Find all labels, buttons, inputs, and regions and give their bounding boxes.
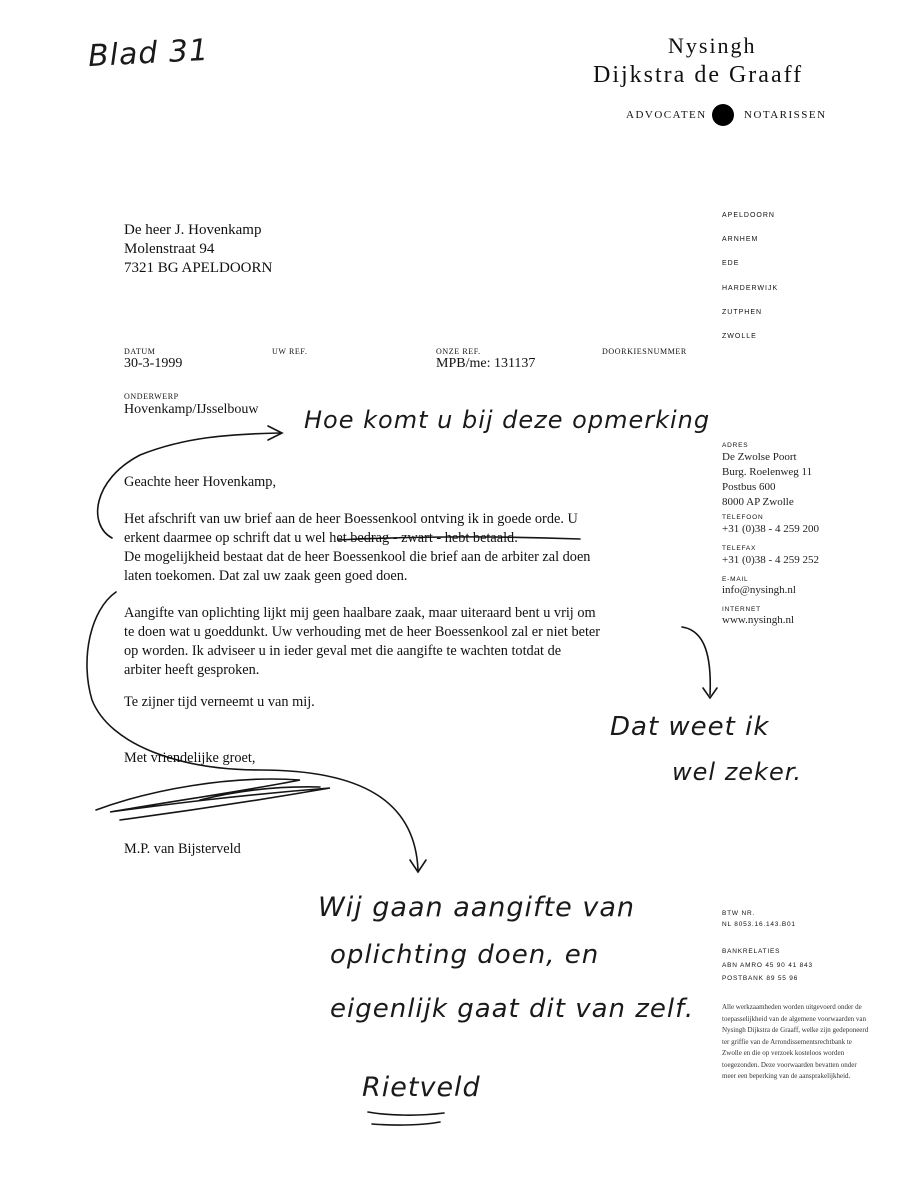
note-bottom-1: Wij gaan aangifte van [318, 892, 635, 923]
adres-value: De Zwolse Poort Burg. Roelenweg 11 Postbus 600 8000 AP Zwolle [722, 451, 813, 508]
btw-value: NL 8053.16.143.B01 [722, 921, 796, 928]
uw-ref-label: UW REF. [272, 347, 308, 356]
signature-scribble [96, 779, 330, 820]
onderwerp-label: ONDERWERP [124, 392, 179, 401]
paragraph-1-line: Het afschrift van uw brief aan de heer Boessenkool ontving ik in goede orde. U [124, 511, 578, 527]
telefoon-label: TELEFOON [722, 514, 764, 521]
telefoon-value: +31 (0)38 - 4 259 200 [722, 523, 819, 535]
terms-small-print: Alle werkzaamheden worden uitgevoerd onder de toepasselijkheid van de algemene voorwaarden van Nysingh Dijkstra de Graaff, welke zijn gedeponeerd ter griffie van de Arrondissementsrechtbank te Zwolle en die op verzoek kosteloos worden toegezonden. Deze voorwaarden bevatten onder meer een beperking van de aansprakelijkheid. [722, 1003, 869, 1080]
paragraph-1-line: erkent daarmee op schrift dat u wel het bedrag - zwart - hebt betaald. [124, 530, 518, 546]
underline-rietveld-2 [372, 1122, 440, 1125]
arrow-head-top-note [268, 426, 282, 440]
arrow-head-right-note [703, 688, 717, 698]
sheet-number: Blad 31 [87, 32, 210, 75]
paragraph-2-line: Aangifte van oplichting lijkt mij geen haalbare zaak, maar uiteraard bent u vrij om [124, 605, 596, 621]
note-right-2: wel zeker. [672, 758, 803, 786]
signer-name: M.P. van Bijsterveld [124, 841, 241, 857]
recipient-street: Molenstraat 94 [124, 241, 215, 257]
adres-label: ADRES [722, 442, 749, 449]
letterhead-notarissen: NOTARISSEN [744, 109, 827, 121]
arrow-to-right-note [682, 627, 710, 695]
closing: Met vriendelijke groet, [124, 750, 256, 766]
onderwerp-value: Hovenkamp/IJsselbouw [124, 402, 259, 417]
recipient-city: 7321 BG APELDOORN [124, 260, 273, 276]
paragraph-3: Te zijner tijd verneemt u van mij. [124, 694, 315, 710]
telefax-label: TELEFAX [722, 545, 757, 552]
office-item: ZUTPHEN [722, 308, 763, 316]
onze-ref-value: MPB/me: 131137 [436, 356, 536, 371]
paragraph-2-line: te doen wat u goeddunkt. Uw verhouding met de heer Boessenkool zal er niet beter [124, 624, 601, 640]
telefax-value: +31 (0)38 - 4 259 252 [722, 554, 819, 566]
note-right-1: Dat weet ik [610, 712, 770, 742]
note-top: Hoe komt u bij deze opmerking [304, 406, 711, 434]
datum-value: 30-3-1999 [124, 356, 183, 371]
email-value: info@nysingh.nl [722, 584, 796, 596]
salutation: Geachte heer Hovenkamp, [124, 474, 277, 490]
letterhead-name-2: Dijkstra de Graaff [593, 62, 804, 88]
internet-label: INTERNET [722, 606, 761, 613]
office-item: ARNHEM [722, 236, 759, 244]
email-label: E-MAIL [722, 576, 749, 583]
paragraph-2-line: arbiter heeft gesproken. [124, 662, 260, 678]
internet-value: www.nysingh.nl [722, 614, 795, 626]
arrow-head-bottom-note [410, 860, 426, 872]
office-list [722, 212, 778, 357]
paragraph-1-line: laten toekomen. Dat zal uw zaak geen goed doen. [124, 568, 408, 584]
bank-line-abn: ABN AMRO 45 90 41 843 [722, 962, 813, 969]
letterhead-dot-icon [712, 104, 734, 126]
note-bottom-2: oplichting doen, en [330, 940, 600, 970]
office-item: HARDERWIJK [722, 284, 779, 292]
recipient-name: De heer J. Hovenkamp [124, 222, 262, 238]
office-item: ZWOLLE [722, 332, 757, 340]
letterhead-advocaten: ADVOCATEN [626, 109, 707, 121]
btw-label: BTW NR. [722, 910, 756, 917]
paragraph-2-line: op worden. Ik adviseer u in ieder geval met die aangifte te wachten totdat de [124, 643, 562, 659]
underline-rietveld [368, 1112, 444, 1115]
onze-ref-label: ONZE REF. [436, 347, 481, 356]
datum-label: DATUM [124, 347, 156, 356]
doorkies-label: DOORKIESNUMMER [602, 347, 687, 356]
letterhead-name-1: Nysingh [668, 33, 757, 58]
note-bottom-3: eigenlijk gaat dit van zelf. [330, 994, 695, 1024]
note-signature: Rietveld [362, 1072, 481, 1103]
bank-line-postbank: POSTBANK 89 55 96 [722, 975, 799, 982]
office-item: EDE [722, 260, 740, 268]
paragraph-1-line: De mogelijkheid bestaat dat de heer Boessenkool die brief aan de arbiter zal doen [124, 549, 591, 565]
bank-label: BANKRELATIES [722, 948, 781, 955]
office-item: APELDOORN [722, 212, 775, 219]
